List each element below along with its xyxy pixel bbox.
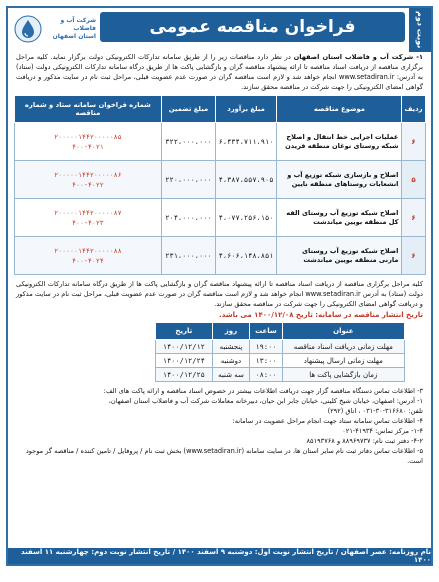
schedule-table <box>155 322 405 382</box>
table-row: ۵ اصلاح و بازسازی شبکه توزیع آب و انشعابات روستاهای منطقه نایین ۴،۳۸۷،۵۵۷،۹۰۵ ۲۲۰،۰۰۰،۰۰۰ ۲۰۰۰۰۰۱۴۴۲۰۰۰۰۰۸۶ ۴۰۰-۴۰۲۲ <box>14 161 425 199</box>
round-badge: نوبت دوم <box>409 8 431 52</box>
schedule-row: مهلت زمانی دریافت اسناد مناقصه ۱۹:۰۰ پنجشنبه ۱۴۰۰/۱۲/۱۲ <box>156 340 405 354</box>
tender-table <box>14 95 426 275</box>
footer-bar: نام روزنامه: عصر اصفهان / تاریخ انتشار نوبت اول: دوشنبه ۹ اسفند ۱۴۰۰ / تاریخ انتشار نوبت دوم: چهارشنبه ۱۱ اسفند ۱۴۰۰ <box>8 548 431 564</box>
page-title: فراخوان مناقصه عمومی <box>149 17 356 37</box>
water-drop-logo-icon <box>14 15 42 43</box>
schedule-row: زمان بازگشایی پاکت ها ۰۸:۰۰ سه شنبه ۱۴۰۰/۱۲/۲۵ <box>156 368 405 382</box>
tender-notice <box>6 6 433 566</box>
header <box>8 8 431 52</box>
col-estimate: مبلغ برآورد <box>215 96 277 123</box>
logo-text: شرکت آب و فاضلاب استان اصفهان <box>52 17 96 40</box>
table-row: ۶ عملیات اجرایی خط انتقال و اصلاح شبکه روستای نوغان منطقه فریدن ۶،۴۳۴،۷۱۱،۹۱۰ ۳۲۲،۰۰۰،۰۰۰ ۲۰۰۰۰۰۱۴۴۲۰۰۰۰۰۸۵ ۴۰۰-۴۰۲۱ <box>14 123 425 161</box>
table-row: ۶ اصلاح شبکه توزیع آب روستای الفه کل منطقه بویین میاندشت ۴،۰۷۷،۲۵۶،۱۵۰ ۲۰۴،۰۰۰،۰۰۰ ۲۰۰۰۰۰۱۴۴۲۰۰۰۰۰۸۷ ۴۰۰-۴۰۲۳ <box>14 199 425 237</box>
schedule-row: مهلت زمانی ارسال پیشنهاد ۱۳:۰۰ دوشنبه ۱۴۰۰/۱۲/۲۴ <box>156 354 405 368</box>
table-row: ۶ اصلاح شبکه توزیع آب روستای مارنی منطقه بویین میاندشت ۴،۶۰۶،۱۴۸،۸۵۱ ۲۳۱،۰۰۰،۰۰۰ ۲۰۰۰۰۰۱۴۴۲۰۰۰۰۰۸۸ ۴۰۰-۴۰۲۴ <box>14 237 425 275</box>
col-serial: شماره فراخوان سامانه ستاد و شماره مناقصه <box>14 96 162 123</box>
contact-notes: ۳- اطلاعات تماس دستگاه مناقصه گزار جهت دریافت اطلاعات بیشتر در خصوص اسناد مناقصه و ارائه پاکت های الف: ۱- آدرس: اصفهان، خیابان شیخ کلینی، خیابان جابر ابن حیان، دبیرخانه معاملات شرکت آب و فاضلاب استان اصفهان، تلفن: ۳۱۶۶۸۰-۳۰-۰۳۱ ، اتاق (۲۹۲) ۴- اطلاعات تماس سامانه ستاد جهت انجام مراحل عضویت در سامانه: ۱-۴- مرکز تماس: ۴۱۹۳۴-۰۲۱ ۴-۲- دفتر ثبت نام: ۸۸۹۶۹۷۳۷ و ۸۵۱۹۳۷۶۸ ۵- اطلاعات تماس دفاتر ثبت نام سایر استان ها، در سایت سامانه (www.setadiran.ir) بخش ثبت نام / پروفایل / تامین کننده / مناقصه گر موجود است. <box>25 387 423 465</box>
schedule-header-row: عنوان ساعت روز تاریخ <box>156 323 405 340</box>
intro-paragraph: ۱- شرکت آب و فاضلاب استان اصفهان در نظر دارد مناقصات زیر را از طریق سامانه تدارکات الکترونیکی دولت برگزار نماید. کلیه مراحل برگزاری مناقصه از دریافت اسناد مناقصه تا ارائه پیشنهاد مناقصه گران و بازگشایی پاکت ها از طریق درگاه سامانه تدارکات الکترونیکی دولت (ستاد) به آدرس: www.setadiran.ir انجام خواهد شد و لازم است مناقصه گران در صورت عدم عضویت قبلی، مراحل ثبت نام در سایت مذکور و دریافت گواهی امضای الکترونیکی را جهت شرکت در مناقصه محقق سازند. <box>16 53 423 91</box>
publish-date: تاریخ انتشار مناقصه در سامانه: تاریخ ۱۴۰۰/۱۲/۰۸ می باشد. <box>219 311 423 319</box>
company-logo <box>14 12 96 46</box>
table-header-row <box>14 96 425 123</box>
title-bar <box>100 12 405 42</box>
registration-paragraph: کلیه مراحل برگزاری مناقصه از دریافت اسناد مناقصه تا ارائه پیشنهاد مناقصه گران و بازگشایی پاکت ها از طریق درگاه سامانه تدارکات الکترونیکی دولت (ستاد) به آدرس www.setadiran.ir انجام خواهد شد و لازم است مناقصه گران در صورت عدم عضویت قبلی، مراحل ثبت نام در سایت مذکور و دریافت گواهی امضای الکترونیکی را جهت شرکت در مناقصه محقق سازند. <box>16 280 423 308</box>
col-row: ردیف <box>402 96 425 123</box>
col-subject: موضوع مناقصه <box>277 96 402 123</box>
col-guarantee: مبلغ تضمین <box>162 96 215 123</box>
